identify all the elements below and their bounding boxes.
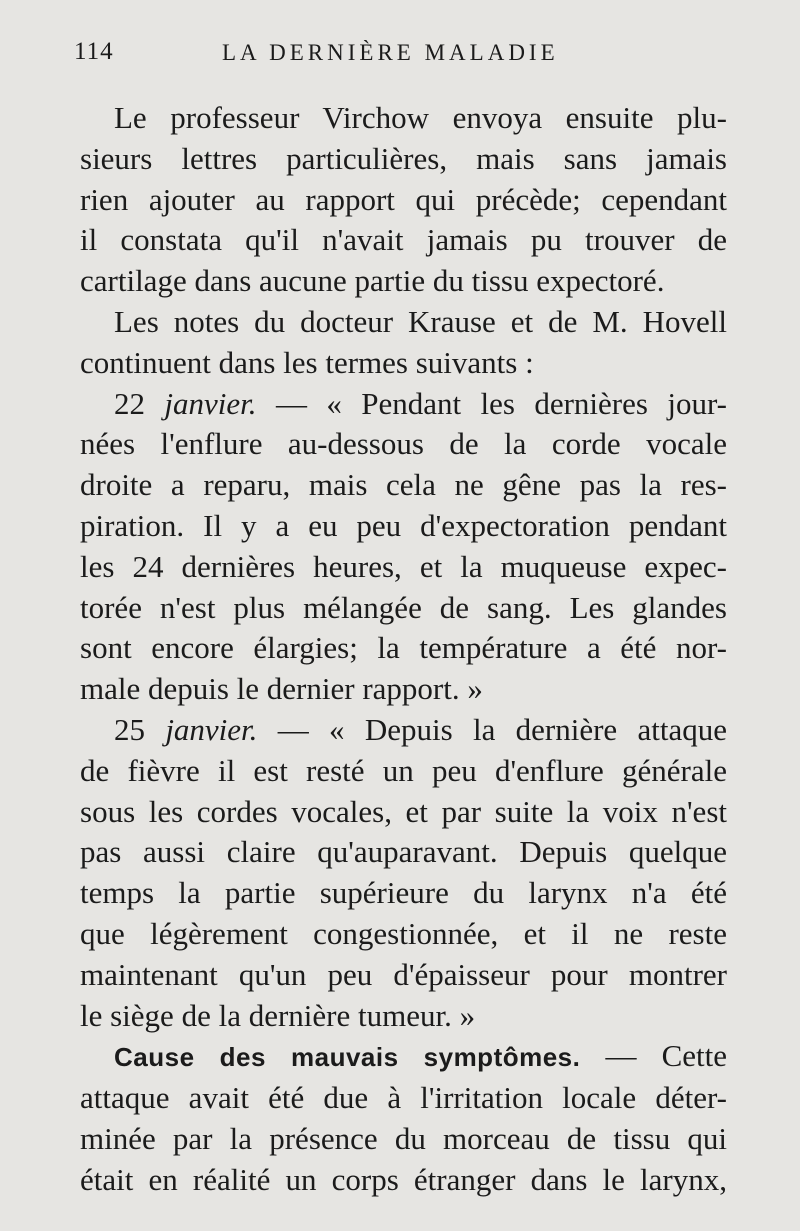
text-line: était en réalité un corps étranger dans le larynx, [80,1161,727,1197]
text-line: temps la partie supérieure du larynx n'a été [80,875,727,911]
text-line: le siège de la dernière tumeur. » [80,997,476,1033]
entry-date-day: 25 [114,711,145,747]
dated-entry-line [80,710,727,751]
text-segment: — « Pendant les dernières jour- [275,385,727,421]
text-segment: — « Depuis la dernière attaque [277,711,728,747]
text-line: les 24 dernières heures, et la muqueuse expec- [80,548,727,584]
text-line: male depuis le dernier rapport. » [80,671,483,707]
text-line: Les notes du docteur Krause et de M. Hovell [114,303,727,339]
entry-date-month: janvier. [164,385,257,421]
text-line: Le professeur Virchow envoya ensuite plu- [114,100,727,135]
text-line: sont encore élargies; la température a été nor- [80,630,727,666]
text-line: pas aussi claire qu'auparavant. Depuis quelque [80,834,727,870]
page-header [74,38,734,72]
text-line: attaque avait été due à l'irritation locale déter- [80,1080,727,1116]
section-heading: Cause des mauvais symptômes. [114,1042,581,1073]
text-line: il constata qu'il n'avait jamais pu trouver de [80,222,727,258]
text-line: rien ajouter au rapport qui précède; cependant [80,181,727,217]
text-line: de fièvre il est resté un peu d'enflure générale [80,752,727,788]
text-line: continuent dans les termes suivants : [80,344,534,380]
text-line: sieurs lettres particulières, mais sans jamais [80,140,727,176]
text-line: nées l'enflure au-dessous de la corde vocale [80,426,727,462]
entry-date-day: 22 [114,385,145,421]
text-line: que légèrement congestionnée, et il ne reste [80,915,727,951]
text-line: droite a reparu, mais cela ne gêne pas la res- [80,467,727,503]
body-text [80,98,727,1201]
section-start-line [80,1036,727,1078]
text-segment: — Cette [605,1038,728,1074]
page-number: 114 [74,38,114,65]
text-line: maintenant qu'un peu d'épaisseur pour montrer [80,956,727,992]
text-line: piration. Il y a eu peu d'expectoration pendant [80,507,727,543]
text-line: torée n'est plus mélangée de sang. Les glandes [80,589,727,625]
text-line: cartilage dans aucune partie du tissu expectoré. [80,263,665,299]
text-line: sous les cordes vocales, et par suite la voix n'est [80,793,727,829]
running-head: LA DERNIÈRE MALADIE [222,40,559,65]
text-line: minée par la présence du morceau de tissu qui [80,1120,727,1156]
entry-date-month: janvier. [165,711,258,747]
dated-entry-line [80,384,727,425]
